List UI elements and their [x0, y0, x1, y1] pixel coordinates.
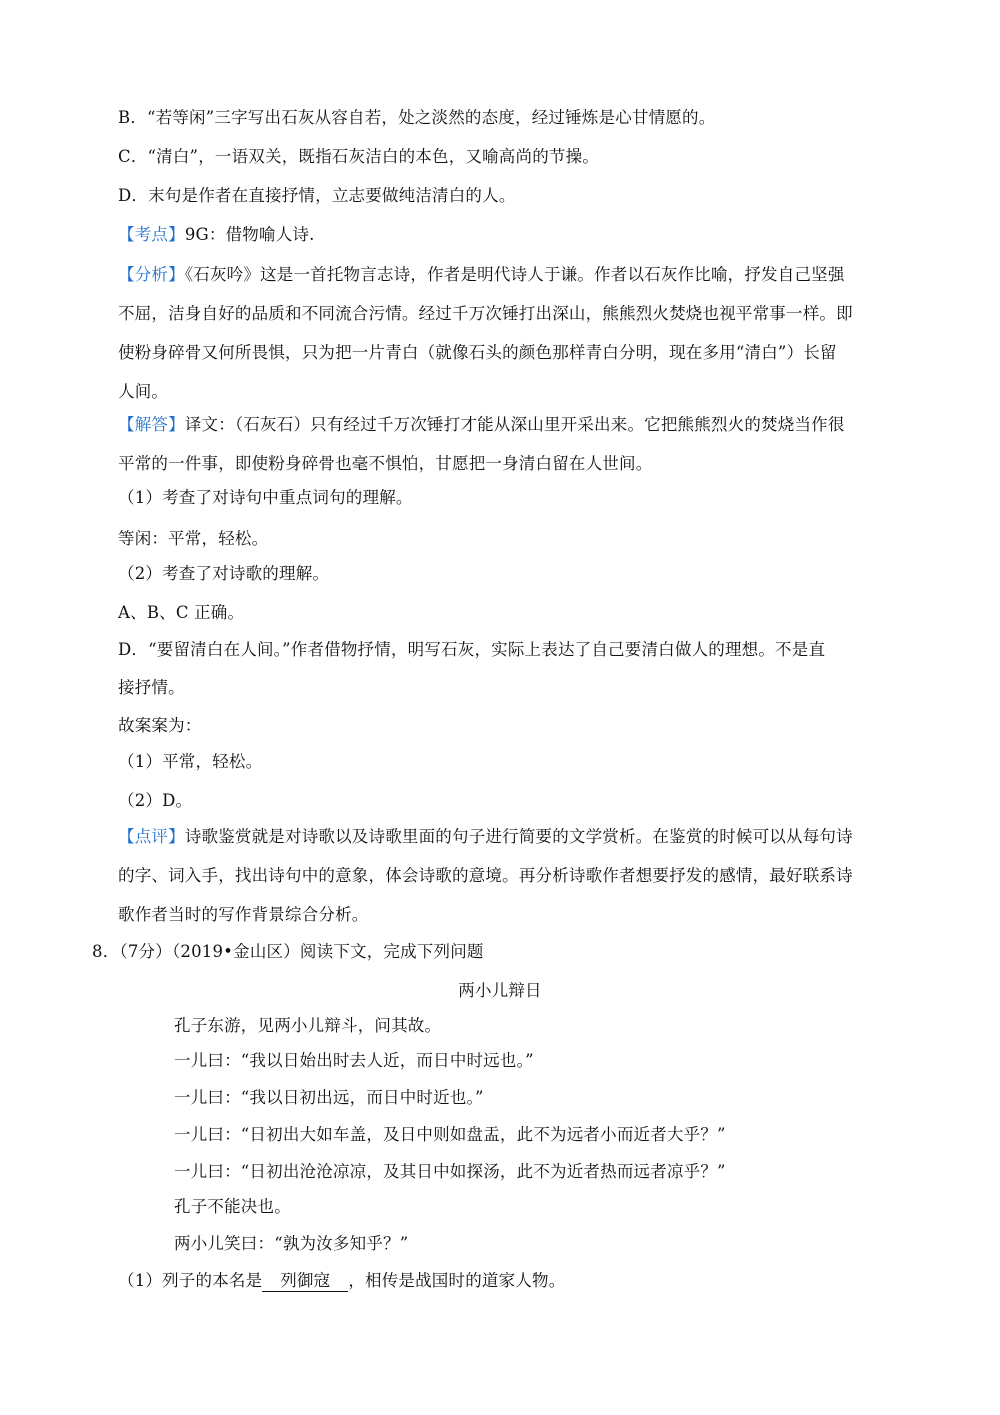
jieda-q1: （1）考查了对诗句中重点词句的理解。: [118, 488, 413, 507]
jieda-q2-d-line-1: D．“要留清白在人间。”作者借物抒情，明写石灰，实际上表达了自己要清白做人的理想。不是直: [118, 640, 826, 659]
question-8-header: 8．（7分）（2019•金山区）阅读下文，完成下列问题: [92, 942, 484, 961]
kaodian-text: 9G：借物喻人诗.: [184, 225, 315, 244]
fenxi-tag: 【分析】: [118, 265, 185, 284]
dianping-text-1: 诗歌鉴赏就是对诗歌以及诗歌里面的句子进行简要的文学赏析。在鉴赏的时候可以从每句诗: [184, 827, 853, 846]
kaodian-tag: 【考点】: [118, 225, 185, 244]
jieda-answer-1: （1）平常，轻松。: [118, 752, 263, 771]
passage-line-5: 一儿曰：“日初出沧沧凉凉，及其日中如探汤，此不为近者热而远者凉乎？”: [174, 1162, 726, 1181]
sub-question-1: [118, 1270, 565, 1292]
jieda-conclusion: 故案案为：: [118, 716, 202, 735]
kaodian-section: [118, 224, 315, 246]
fenxi-line-4: 人间。: [118, 382, 169, 401]
passage-line-6: 孔子不能决也。: [174, 1197, 291, 1216]
dianping-line-3: 歌作者当时的写作背景综合分析。: [118, 905, 369, 924]
passage-title: 两小儿辩日: [458, 981, 542, 1000]
jieda-answer-2: （2）D。: [118, 791, 193, 810]
dianping-line-1: [118, 826, 853, 848]
fenxi-line-3: 使粉身碎骨又何所畏惧，只为把一片青白（就像石头的颜色那样青白分明，现在多用“清白”）长留: [118, 343, 837, 362]
jieda-line-2: 平常的一件事，即使粉身碎骨也毫不惧怕，甘愿把一身清白留在人世间。: [118, 454, 653, 473]
option-d: D．末句是作者在直接抒情，立志要做纯洁清白的人。: [118, 186, 516, 205]
passage-line-1: 孔子东游，见两小儿辩斗，问其故。: [174, 1016, 442, 1035]
option-c: C．“清白”，一语双关，既指石灰洁白的本色，又喻高尚的节操。: [118, 147, 599, 166]
dianping-line-2: 的字、词入手，找出诗句中的意象，体会诗歌的意境。再分析诗歌作者想要抒发的感情，最好联系诗: [118, 866, 853, 885]
fenxi-text-1: 《石灰吟》这是一首托物言志诗，作者是明代诗人于谦。作者以石灰作比喻，抒发自己坚强: [184, 265, 845, 284]
sub-question-1-suffix: ，相传是战国时的道家人物。: [348, 1271, 566, 1290]
jieda-q1-answer: 等闲：平常，轻松。: [118, 529, 269, 548]
jieda-q2-d-line-2: 接抒情。: [118, 678, 185, 697]
jieda-line-1: [118, 414, 845, 436]
passage-line-3: 一儿曰：“我以日初出远，而日中时近也。”: [174, 1088, 484, 1107]
passage-line-4: 一儿曰：“日初出大如车盖，及日中则如盘盂，此不为远者小而近者大乎？”: [174, 1125, 726, 1144]
sub-question-1-answer: 列御寇: [262, 1271, 348, 1292]
jieda-tag: 【解答】: [118, 415, 185, 434]
fenxi-line-1: [118, 264, 845, 286]
sub-question-1-prefix: （1）列子的本名是: [118, 1271, 263, 1290]
passage-line-7: 两小儿笑曰：“孰为汝多知乎？”: [174, 1234, 409, 1253]
jieda-text-1: 译文：（石灰石）只有经过千万次锤打才能从深山里开采出来。它把熊熊烈火的焚烧当作很: [184, 415, 845, 434]
dianping-tag: 【点评】: [118, 827, 185, 846]
fenxi-line-2: 不屈，洁身自好的品质和不同流合污情。经过千万次锤打出深山，熊熊烈火焚烧也视平常事一样。即: [118, 304, 853, 323]
passage-line-2: 一儿曰：“我以日始出时去人近，而日中时远也。”: [174, 1051, 534, 1070]
jieda-q2-abc: A、B、C 正确。: [118, 603, 245, 622]
option-b: B．“若等闲”三字写出石灰从容自若，处之淡然的态度，经过锤炼是心甘情愿的。: [118, 108, 716, 127]
jieda-q2: （2）考查了对诗歌的理解。: [118, 564, 330, 583]
